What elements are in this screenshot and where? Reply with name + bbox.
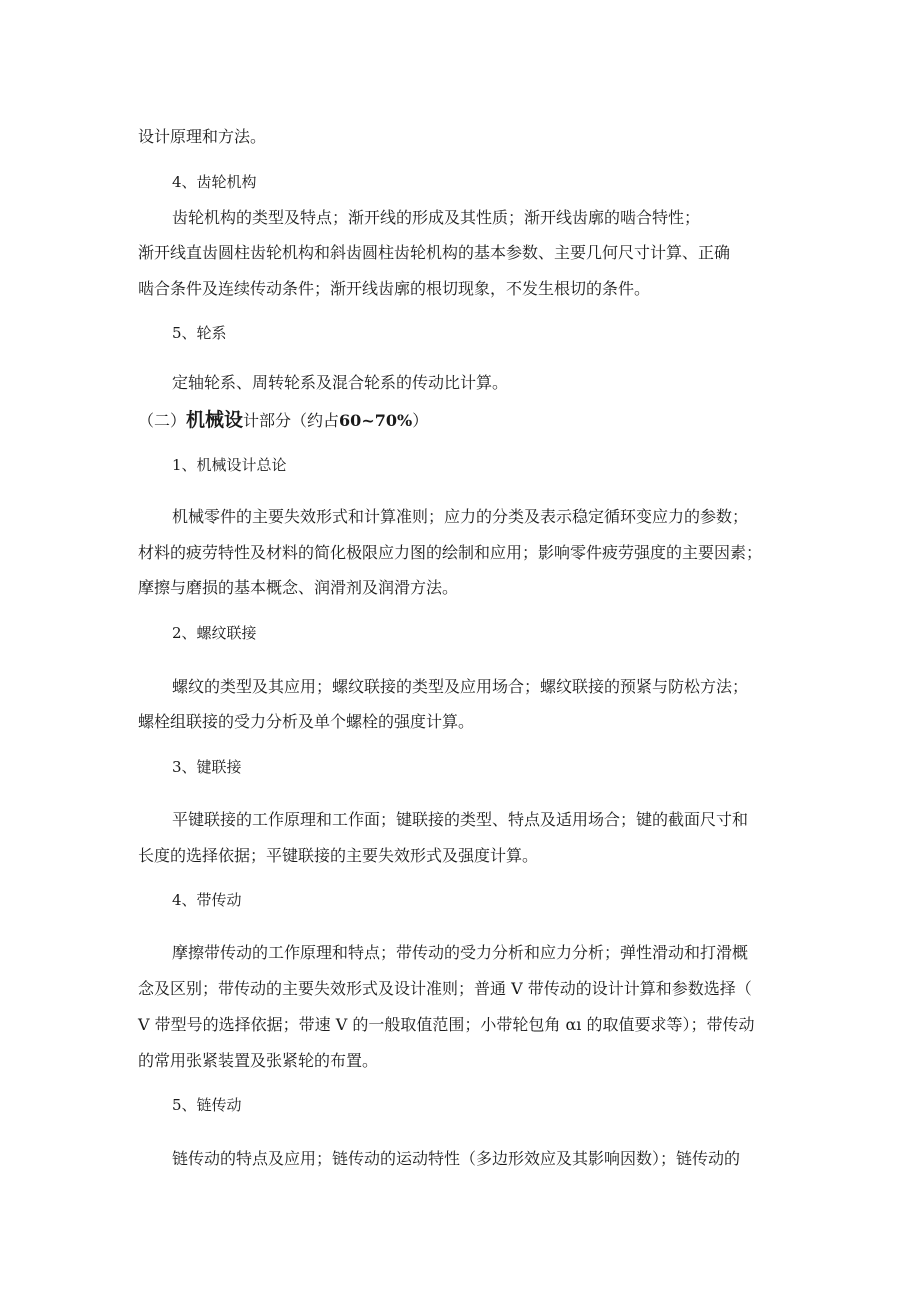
- section-heading-gear: 4、齿轮机构: [172, 173, 257, 191]
- part-two-percent: 60~70%: [339, 411, 413, 430]
- part-two-title: [138, 409, 428, 432]
- paragraph-line: 的常用张紧装置及张紧轮的布置。: [138, 1051, 379, 1070]
- part-two-prefix: （二）: [138, 411, 187, 430]
- paragraph-line: 齿轮机构的类型及特点；渐开线的形成及其性质；渐开线齿廓的啮合特性；: [172, 208, 701, 227]
- section-heading-thread: 2、螺纹联接: [172, 624, 257, 642]
- paragraph-line: 螺栓组联接的受力分析及单个螺栓的强度计算。: [138, 712, 475, 731]
- paragraph-line: V 带型号的选择依据；带速 V 的一般取值范围；小带轮包角 αı 的取值要求等）；带传动: [138, 1015, 755, 1034]
- paragraph-line: 平键联接的工作原理和工作面；键联接的类型、特点及适用场合；键的截面尺寸和: [172, 810, 749, 829]
- paragraph-line: 定轴轮系、周转轮系及混合轮系的传动比计算。: [172, 373, 509, 392]
- section-heading-key: 3、键联接: [172, 758, 242, 776]
- part-two-suffix: ）: [412, 411, 429, 430]
- section-heading-belt: 4、带传动: [172, 891, 242, 909]
- paragraph-line: 念及区别；带传动的主要失效形式及设计准则；普通 V 带传动的设计计算和参数选择（: [138, 979, 752, 998]
- paragraph-line: 链传动的特点及应用；链传动的运动特性（多边形效应及其影响因数）；链传动的: [172, 1149, 741, 1168]
- paragraph-line: 材料的疲劳特性及材料的简化极限应力图的绘制和应用；影响零件疲劳强度的主要因素；: [138, 543, 763, 562]
- section-heading-gear-train: 5、轮系: [172, 324, 227, 342]
- paragraph-line: 螺纹的类型及其应用；螺纹联接的类型及应用场合；螺纹联接的预紧与防松方法；: [172, 677, 749, 696]
- paragraph-line: 机械零件的主要失效形式和计算准则；应力的分类及表示稳定循环变应力的参数；: [172, 507, 749, 526]
- paragraph-line: 渐开线直齿圆柱齿轮机构和斜齿圆柱齿轮机构的基本参数、主要几何尺寸计算、正确: [138, 243, 731, 262]
- intro-tail-text: 设计原理和方法。: [138, 127, 267, 146]
- section-heading-general: 1、机械设计总论: [172, 456, 287, 474]
- paragraph-line: 啮合条件及连续传动条件；渐开线齿廓的根切现象，不发生根切的条件。: [138, 279, 651, 298]
- part-two-title-big: 机械设: [186, 409, 244, 431]
- section-heading-chain: 5、链传动: [172, 1096, 242, 1114]
- part-two-title-rest: 计部分（约占: [243, 411, 340, 430]
- paragraph-line: 长度的选择依据；平键联接的主要失效形式及强度计算。: [138, 846, 539, 865]
- paragraph-line: 摩擦与磨损的基本概念、润滑剂及润滑方法。: [138, 578, 459, 597]
- paragraph-line: 摩擦带传动的工作原理和特点；带传动的受力分析和应力分析；弹性滑动和打滑概: [172, 943, 749, 962]
